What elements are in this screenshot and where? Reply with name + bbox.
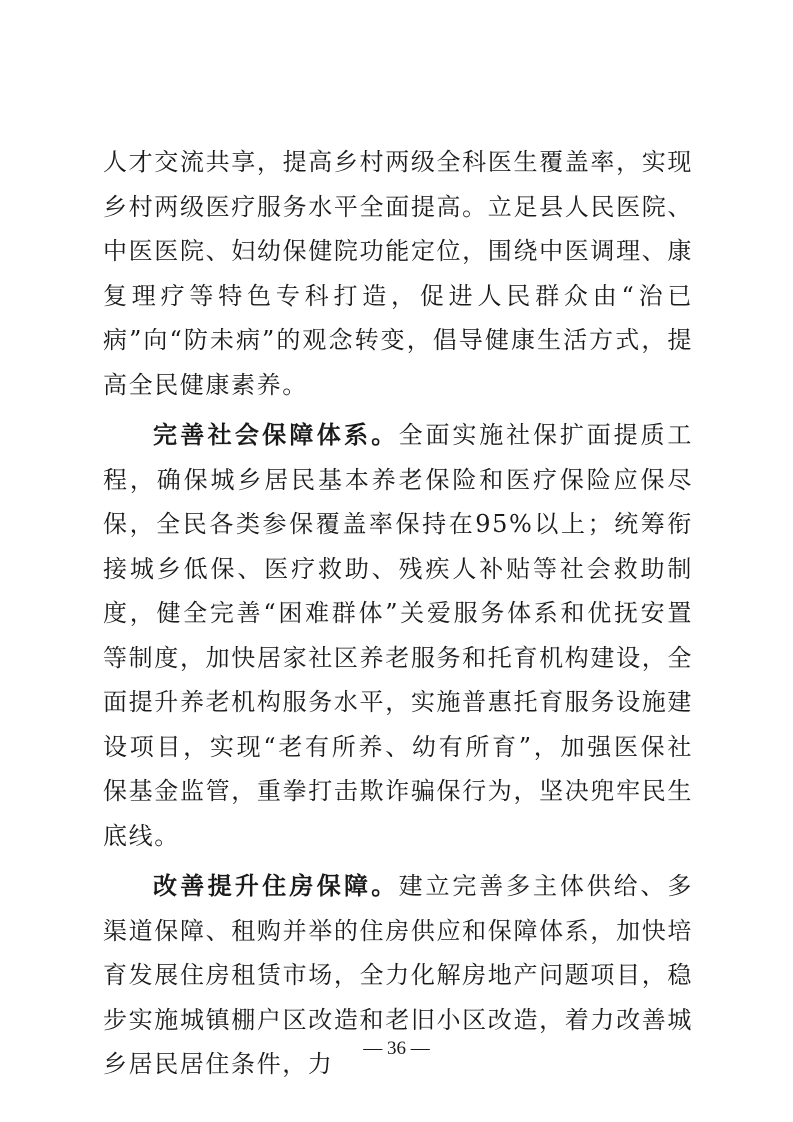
paragraph-heading: 完善社会保障体系。 [153, 421, 399, 449]
paragraph-social-security [103, 413, 693, 858]
paragraph-health-continued [103, 140, 693, 407]
page-number: — 36 — [363, 1038, 430, 1059]
paragraph-text: 全面实施社保扩面提质工程，确保城乡居民基本养老保险和医疗保险应保尽保，全民各类参保覆盖率保持在95%以上；统筹衔接城乡低保、医疗救助、残疾人补贴等社会救助制度，健全完善“困难群体”关爱服务体系和优抚安置等制度，加快居家社区养老服务和托育机构建设，全面提升养老机构服务水平，实施普惠托育服务设施建设项目，实现“老有所养、幼有所育”，加强医保社保基金监管，重拳打击欺诈骗保行为，坚决兜牢民生底线。 [103, 421, 693, 850]
paragraph-text: 人才交流共享，提高乡村两级全科医生覆盖率，实现乡村两级医疗服务水平全面提高。立足县人民医院、中医医院、妇幼保健院功能定位，围绕中医调理、康复理疗等特色专科打造，促进人民群众由“治已病”向“防未病”的观念转变，倡导健康生活方式，提高全民健康素养。 [103, 148, 693, 399]
paragraph-heading: 改善提升住房保障。 [153, 872, 399, 900]
paragraph-text: 建立完善多主体供给、多渠道保障、租购并举的住房供应和保障体系，加快培育发展住房租赁市场，全力化解房地产问题项目，稳步实施城镇棚户区改造和老旧小区改造，着力改善城乡居民居住条件，力 [103, 872, 693, 1078]
body-text [103, 140, 693, 1087]
